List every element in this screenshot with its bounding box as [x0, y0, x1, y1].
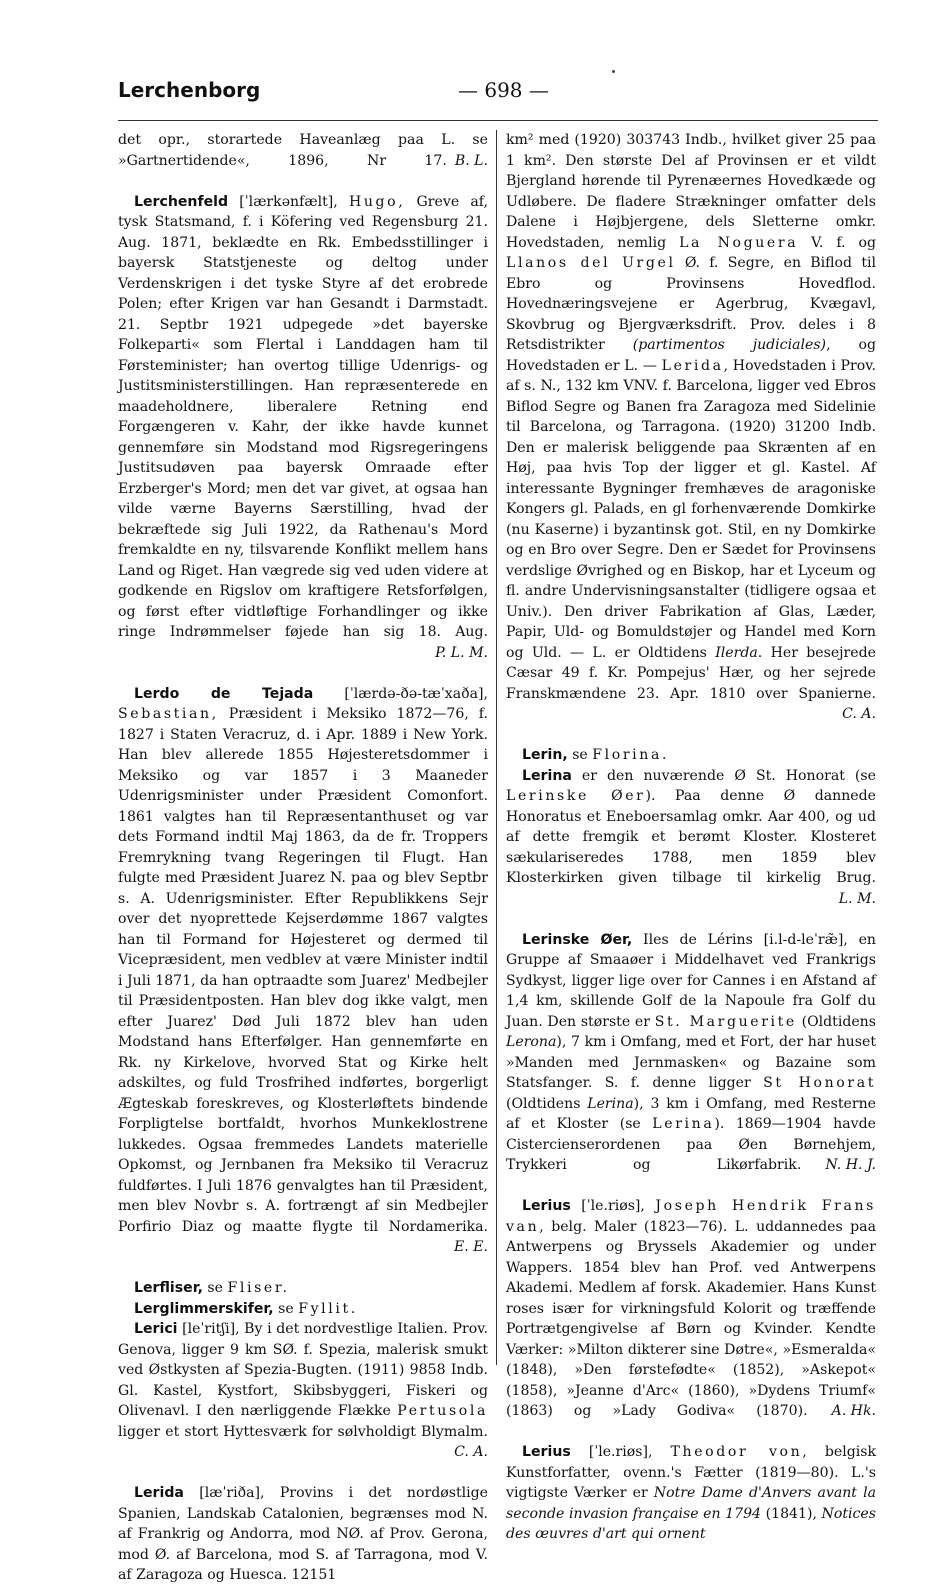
place-name: St. Marguerite: [654, 1013, 797, 1030]
place-name: Lerida: [661, 357, 724, 374]
entry-lerchenfeld: [118, 192, 488, 684]
italic-term: Ilerda: [715, 644, 758, 661]
headword: Lerchenfeld: [134, 193, 229, 210]
headword: Lerina: [522, 767, 572, 784]
entry-text: ), 7 km i Omfang, med et Fort, der har huset »Manden med Jernmasken« og Bazaine som Statsfanger. S. f. denne ligger: [506, 1034, 876, 1091]
entry-text: er den nuværende Ø St. Honorat (se: [571, 767, 876, 784]
entry-lerida: [118, 1483, 488, 1586]
person-name: Sebastian,: [118, 706, 219, 722]
entry-lerfliser: [118, 1278, 488, 1299]
left-column: [118, 130, 488, 1586]
entry-text: , Hovedstaden i Prov. af s. N., 132 km VNV. f. Barcelona, ligger ved Ebros Biflod Segre og Banen fra Zaragoza med Sidelinie til Barcelona, og Tarragona. (1920) 31200 Indb. Den er malerisk beliggende paa Skrænten af en Høj, paa hvis Top der ligger et gl. Kastel. Af interessante Bygninger fremhæves de aragoniske Kongers gl. Palads, en gl forhenværende Domkirke (nu Kaserne) i byzantinsk got. Stil, en ny Domkirke og en Bro over Segre. Den er Sædet for Provinsens verdslige Øvrighed og en Biskop, har et Lyceum og fl. andre Undervisningsanstalter (tidligere ogsaa et Univ.). Den driver Fabrikation af Glas, Læder, Papir, Uld- og Bomuldstøjer og Handel med Korn og Uld. — L. er Oldtidens: [506, 357, 876, 661]
headword: Lerius: [522, 1444, 571, 1460]
headword: Lerius: [522, 1198, 571, 1214]
pronunciation: [ˈlærdə-ðə-tæˈxaða],: [313, 685, 488, 702]
speck: [612, 70, 615, 73]
cross-reference: Lerinske Øer: [506, 788, 646, 804]
entry-text: [leˈritʃi], By i det nordvestlige Italien. Prov. Genova, ligger 9 km SØ. f. Spezia, malerisk smukt ved Østkysten af Spezia-Bugten. (1911) 9858 Indb. Gl. Kastel, Kystfort, Skibsbyggeri, Fiskeri og Olivenavl. I den nærliggende Flække: [118, 1321, 488, 1419]
italic-title: Notices des œuvres d'art qui ornent: [506, 1505, 876, 1542]
cross-reference: Lerina: [652, 1116, 715, 1132]
entry-continuation: [118, 130, 488, 192]
person-name: Joseph Hendrik Frans van: [506, 1198, 876, 1235]
cross-reference: Fliser.: [227, 1280, 290, 1296]
entry-text: (Oldtidens: [506, 1095, 588, 1112]
entry-lerin: [506, 745, 876, 766]
header-rule: [118, 120, 878, 121]
entry-lerida-continuation: [506, 130, 876, 745]
page-number: — 698 —: [458, 78, 549, 102]
entry-text: . Her besejrede Cæsar 49 f. Kr. Pompejus' Hær, og her sejrede Franskmændene 23. Apr. 1810 over Spanierne.: [506, 644, 876, 702]
signature: C. A.: [454, 1444, 488, 1460]
entry-text: V. f. og: [798, 234, 876, 251]
entry-lerius-joseph: [506, 1196, 876, 1442]
signature: B. L.: [454, 152, 488, 169]
entry-text: se: [202, 1280, 228, 1296]
column-divider: [496, 130, 497, 1365]
place-name: Pertusola: [397, 1403, 488, 1419]
entry-text: (1841),: [761, 1505, 822, 1522]
entry-text: ). 1869—1904 havde Cistercienserordenen paa Øen Børnehjem, Trykkeri og Likørfabrik.: [506, 1116, 876, 1173]
person-name: Hugo,: [348, 193, 406, 210]
cross-reference: Fyllit.: [298, 1300, 358, 1317]
entry-text: Iles de Lérins [i.l-d-leˈræ̃], en Gruppe af Smaaøer i Middelhavet ved Frankrigs Sydkyst, ligger lige over for Cannes i en Afstand af 1,4 km, skillende Golf de la Napoule fra Golf du Juan. Den største er: [506, 931, 876, 1030]
entry-lerius-theodor: [506, 1442, 876, 1545]
entry-text: , og Hovedstaden er L. —: [506, 337, 876, 374]
headword: Lerglimmerskifer,: [134, 1300, 274, 1317]
person-name: Theodor von: [670, 1444, 803, 1460]
signature: A. Hk.: [831, 1403, 876, 1419]
entry-text: , belgisk Kunstforfatter, ovenn.'s Fætter (1819—80). L.'s vigtigste Værker er: [506, 1444, 876, 1501]
entry-text: Greve af, tysk Statsmand, f. i Köfering ved Regensburg 21. Aug. 1871, beklædte en Rk. Embedsstillinger i bayersk Statstjeneste og deltog under Verdenskrigen i det tyske Styre af det erobrede Polen; efter Krigen var han Gesandt i Darmstadt. 21. Septbr 1921 udpegede »det bayerske Folkeparti« som Flertal i Landdagen ham til Førsteminister; han overtog tillige Udenrigs- og Justitsministerstillingen. Han repræsenterede en maadeholdnere, liberalere Retning end Forgængeren v. Kahr, der ikke havde kunnet gennemføre sin Modstand mod Rigsregeringens Justitsudøven paa bayersk Omraade efter Erzberger's Mord; men det var givet, at ogsaa han vilde værne Bayerns Særstilling, hvad der bekræftede sig Juli 1922, da Rathenau's Mord fremkaldte en ny, tilsvarende Konflikt mellem hans Land og Riget. Han vægrede sig ved uden videre at godkende en Rigslov om kraftigere Retsforfølgen, og først efter vidtløftige Forhandlinger og ikke ringe Indrømmelser føjede han sig 18. Aug.: [118, 193, 488, 640]
right-column: [506, 130, 876, 1545]
signature: P. L. M.: [435, 644, 488, 661]
entry-text: se: [273, 1300, 299, 1317]
entry-text: Præsident i Meksiko 1872—76, f. 1827 i Staten Veracruz, d. i Apr. 1889 i New York. Han blev allerede 1855 Højesteretsdommer i Meksiko og var 1857 i 3 Maaneder Udenrigsminister under Præsident Comonfort. 1861 valgtes han til Repræsentanthuset og var dets Formand indtil Maj 1863, da de fr. Troppers Fremrykning tvang Regeringen til Flugt. Han fulgte med Præsident Juarez N. paa og blev Septbr s. A. Udenrigsminister. Efter Republikkens Sejr over det nyoprettede Kejserdømme 1867 valgtes han til Formand for Højesteret og dermed til Vicepræsident, men vedblev at være Minister indtil i Juli 1871, da han optraadte som Juarez' Medbejler til Præsidentposten. Han blev dog ikke valgt, men efter Juarez' Død Juli 1872 blev han uden Modstand hans Efterfølger. Han gennemførte en Rk. ny Kirkelove, hvorved Stat og Kirke helt adskiltes, og fuld Trosfrihed indførtes, borgerligt Ægteskab foreskreves, og Klosterløftets bindende Forpligtelse bortfaldt, hvorhos Munkeklostrene lukkedes. Ogsaa fremmedes Landets materielle Opkomst, og Jernbanen fra Meksiko til Veracruz fuldførtes. I Juli 1876 genvalgtes han til Præsident, men blev Novbr s. A. fortrængt af sin Medbejler Porfirio Diaz og maatte flygte til Nordamerika.: [118, 706, 488, 1235]
signature: E. E.: [453, 1239, 488, 1255]
entry-text: ). Paa denne Ø dannede Honoratus et Eneboersamlag omkr. Aar 400, og ud af dette fremgik et berømt Kloster. Klosteret sækulariseredes 1788, men 1859 blev Klosterkirken given tilbage til kirkelig Brug.: [506, 788, 876, 886]
headword: Lerida: [134, 1485, 184, 1501]
headword: Lerin,: [522, 747, 568, 763]
italic-term: (partimentos judiciales): [632, 337, 827, 353]
entry-text: det opr., storartede Haveanlæg paa L. se »Gartnertidende«, 1896, Nr 17.: [118, 132, 488, 169]
place-name: St Honorat: [763, 1075, 876, 1091]
entry-text: ), 3 km i Omfang, med Resterne af et Kloster (se: [506, 1095, 876, 1132]
headword: Lerdo de Tejada: [134, 685, 314, 702]
entry-text: [læˈriða], Provins i det nordøstlige Spanien, Landskab Catalonien, begrænses mod N. af Frankrig og Andorra, mod NØ. af Prov. Gerona, mod Ø. af Barcelona, mod S. af Tarragona, mod V. af Zaragoza og Huesca. 12151: [118, 1485, 488, 1583]
entry-lerina: [506, 766, 876, 930]
italic-term: Lerina: [587, 1095, 634, 1112]
pronunciation: [ˈle.riøs],: [570, 1198, 656, 1214]
entry-text: ligger et stort Hyttesværk for sølvholdigt Blymalm.: [118, 1423, 488, 1440]
signature: C. A.: [842, 706, 876, 722]
italic-term: Lerona: [506, 1034, 557, 1050]
entry-text: Ø. f. Segre, en Biflod til Ebro og Provinsens Hovedflod. Hovednæringsvejene er Agerbrug, Kvægavl, Skovbrug og Bjergværksdrift. Prov. deles i 8 Retsdistrikter: [506, 255, 876, 353]
signature: N. H. J.: [825, 1157, 876, 1173]
entry-text: , belg. Maler (1823—76). L. uddannedes paa Antwerpens og Bryssels Akademier og under Wappers. 1854 blev han Prof. ved Antwerpens Akademi. Medlem af forsk. Akademier. Hans Kunst roses især for virkningsfuld Kolorit og træffende Portrætgengivelse af Børn og Kvinder. Kendte Værker: »Milton dikterer sine Døtre«, »Esmeralda« (1848), »Den førstefødte« (1852), »Askepot« (1858), »Jeanne d'Arc« (1860), »Dydens Triumf« (1863) og »Lady Godiva« (1870).: [506, 1218, 876, 1419]
place-name: La Noguera: [679, 234, 799, 251]
entry-text: km² med (1920) 303743 Indb., hvilket giver 25 paa 1 km². Den største Del af Provinsen er et vildt Bjergland hørende til Pyrenæernes Hovedkæde og Udløbere. De fladere Strækninger omfatter dels Dalene i Højbjergene, dels Sletterne omkr. Hovedstaden, nemlig: [506, 132, 876, 251]
headword: Lerici: [134, 1321, 178, 1337]
signature: L. M.: [838, 890, 876, 907]
entry-text: (Oldtidens: [796, 1013, 876, 1030]
page-header: [118, 78, 878, 108]
entry-lerinske-oer: [506, 930, 876, 1197]
pronunciation: [ˈle.riøs],: [570, 1444, 671, 1460]
cross-reference: Florina.: [592, 747, 670, 763]
entry-lerglimmerskifer: [118, 1299, 488, 1320]
entry-text: se: [567, 747, 593, 763]
entry-lerdo-de-tejada: [118, 684, 488, 1279]
pronunciation: [ˈlærkənfælt],: [228, 193, 349, 210]
headword: Lerinske Øer,: [522, 931, 633, 948]
running-head: Lerchenborg: [118, 78, 261, 102]
italic-title: Notre Dame d'Anvers avant la seconde invasion française en 1794: [506, 1485, 876, 1522]
headword: Lerfliser,: [134, 1280, 203, 1296]
place-name: Llanos del Urgel: [506, 255, 676, 271]
entry-lerici: [118, 1319, 488, 1483]
